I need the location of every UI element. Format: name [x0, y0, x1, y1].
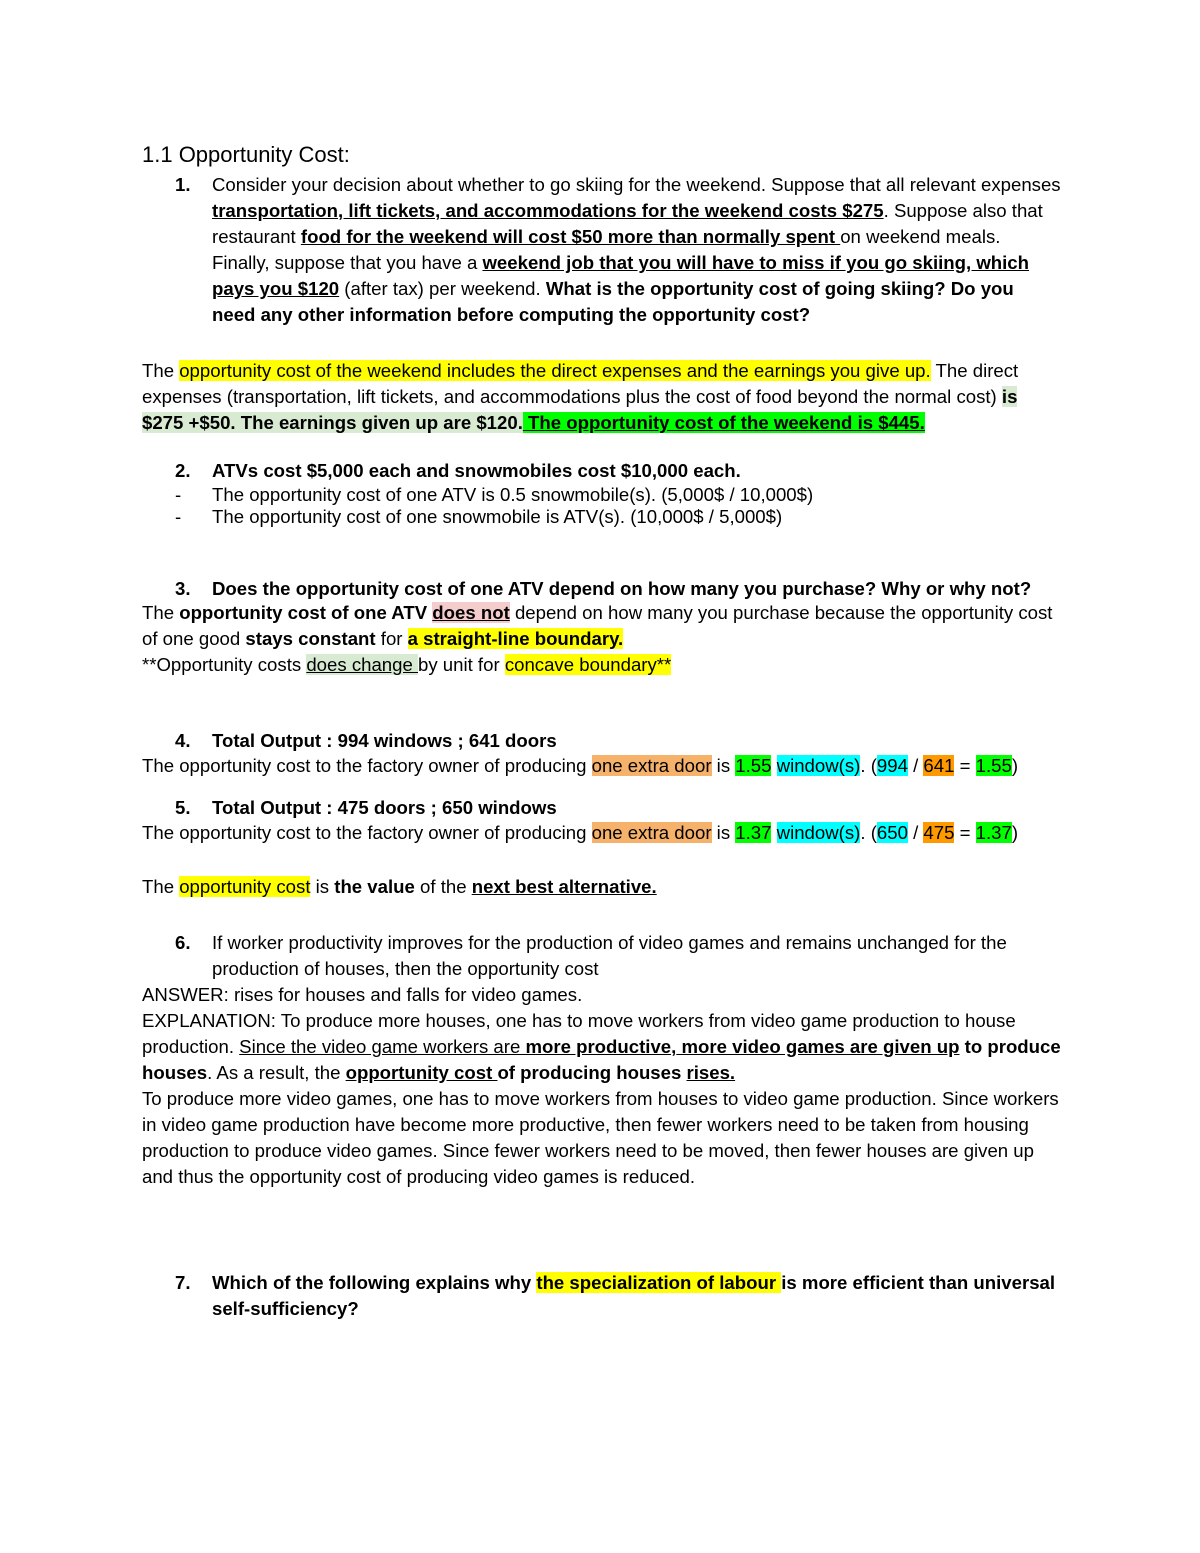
- question-number: 5.: [175, 797, 191, 818]
- question-number: 4.: [175, 730, 191, 751]
- section-heading: 1.1 Opportunity Cost:: [142, 142, 350, 167]
- answer-6: ANSWER: rises for houses and falls for video games.: [142, 984, 583, 1005]
- answer-1: The opportunity cost of the weekend includes the direct expenses and the earnings you give up. The direct expenses (transportation, lift tickets, and accommodations plus the cost of food beyond the normal cost) is $275 +$50. The earnings given up are $120. The opportunity cost of the weekend is $445.: [142, 360, 1019, 433]
- question-1: 1. Consider your decision about whether to go skiing for the weekend. Suppose that all relevant expenses transportation, lift tickets, and accommodations for the weekend costs $275. Suppose also that restaurant food for the weekend will cost $50 more than normally spent on weekend meals. Finally, suppose that you have a weekend job that you will have to miss if you go skiing, which pays you $120 (after tax) per weekend. What is the opportunity cost of going skiing? Do you need any other information before computing the opportunity cost?: [175, 174, 1061, 325]
- question-6: 6. If worker productivity improves for the production of video games and remains unchanged for the production of houses, then the opportunity cost: [175, 932, 1007, 979]
- question-number: 6.: [175, 932, 191, 953]
- answer-4: The opportunity cost to the factory owner of producing one extra door is 1.55 window(s). (994 / 641 = 1.55): [142, 755, 1019, 776]
- question-4: 4. Total Output : 994 windows ; 641 doors: [142, 728, 1062, 754]
- question-number: 3.: [175, 578, 191, 599]
- explanation-6-paragraph: To produce more video games, one has to move workers from houses to video game production. Since workers in video game production have become more productive, then fewer workers need to be taken from housing production to produce video games. Since fewer workers need to be moved, then fewer houses are given up and thus the opportunity cost of producing video games is reduced.: [142, 1088, 1059, 1187]
- list-item: - The opportunity cost of one ATV is 0.5 snowmobile(s). (5,000$ / 10,000$): [175, 484, 814, 505]
- definition: The opportunity cost is the value of the next best alternative.: [142, 876, 657, 897]
- question-number: 1.: [175, 174, 191, 195]
- question-7: 7. Which of the following explains why the specialization of labour is more efficient than universal self-sufficiency?: [175, 1272, 1056, 1319]
- list-item: - The opportunity cost of one snowmobile is ATV(s). (10,000$ / 5,000$): [175, 506, 783, 527]
- question-2: 2. ATVs cost $5,000 each and snowmobiles cost $10,000 each.: [142, 458, 1062, 484]
- question-number: 2.: [175, 460, 191, 481]
- question-number: 7.: [175, 1272, 191, 1293]
- answer-5: The opportunity cost to the factory owner of producing one extra door is 1.37 window(s). (650 / 475 = 1.37): [142, 822, 1019, 843]
- question-3: 3. Does the opportunity cost of one ATV depend on how many you purchase? Why or why not?: [175, 578, 1032, 599]
- explanation-6: EXPLANATION: To produce more houses, one has to move workers from video game production to house production. Since the video game workers are more productive, more video games are given up to produce houses. As a result, the opportunity cost of producing houses rises.: [142, 1010, 1061, 1083]
- answer-3-note: **Opportunity costs does change by unit for concave boundary**: [142, 654, 672, 675]
- answer-3: The opportunity cost of one ATV does not depend on how many you purchase because the opportunity cost of one good stays constant for a straight-line boundary.: [142, 602, 1053, 649]
- document-page: [142, 140, 1062, 1322]
- question-5: 5. Total Output : 475 doors ; 650 windows: [142, 795, 1062, 821]
